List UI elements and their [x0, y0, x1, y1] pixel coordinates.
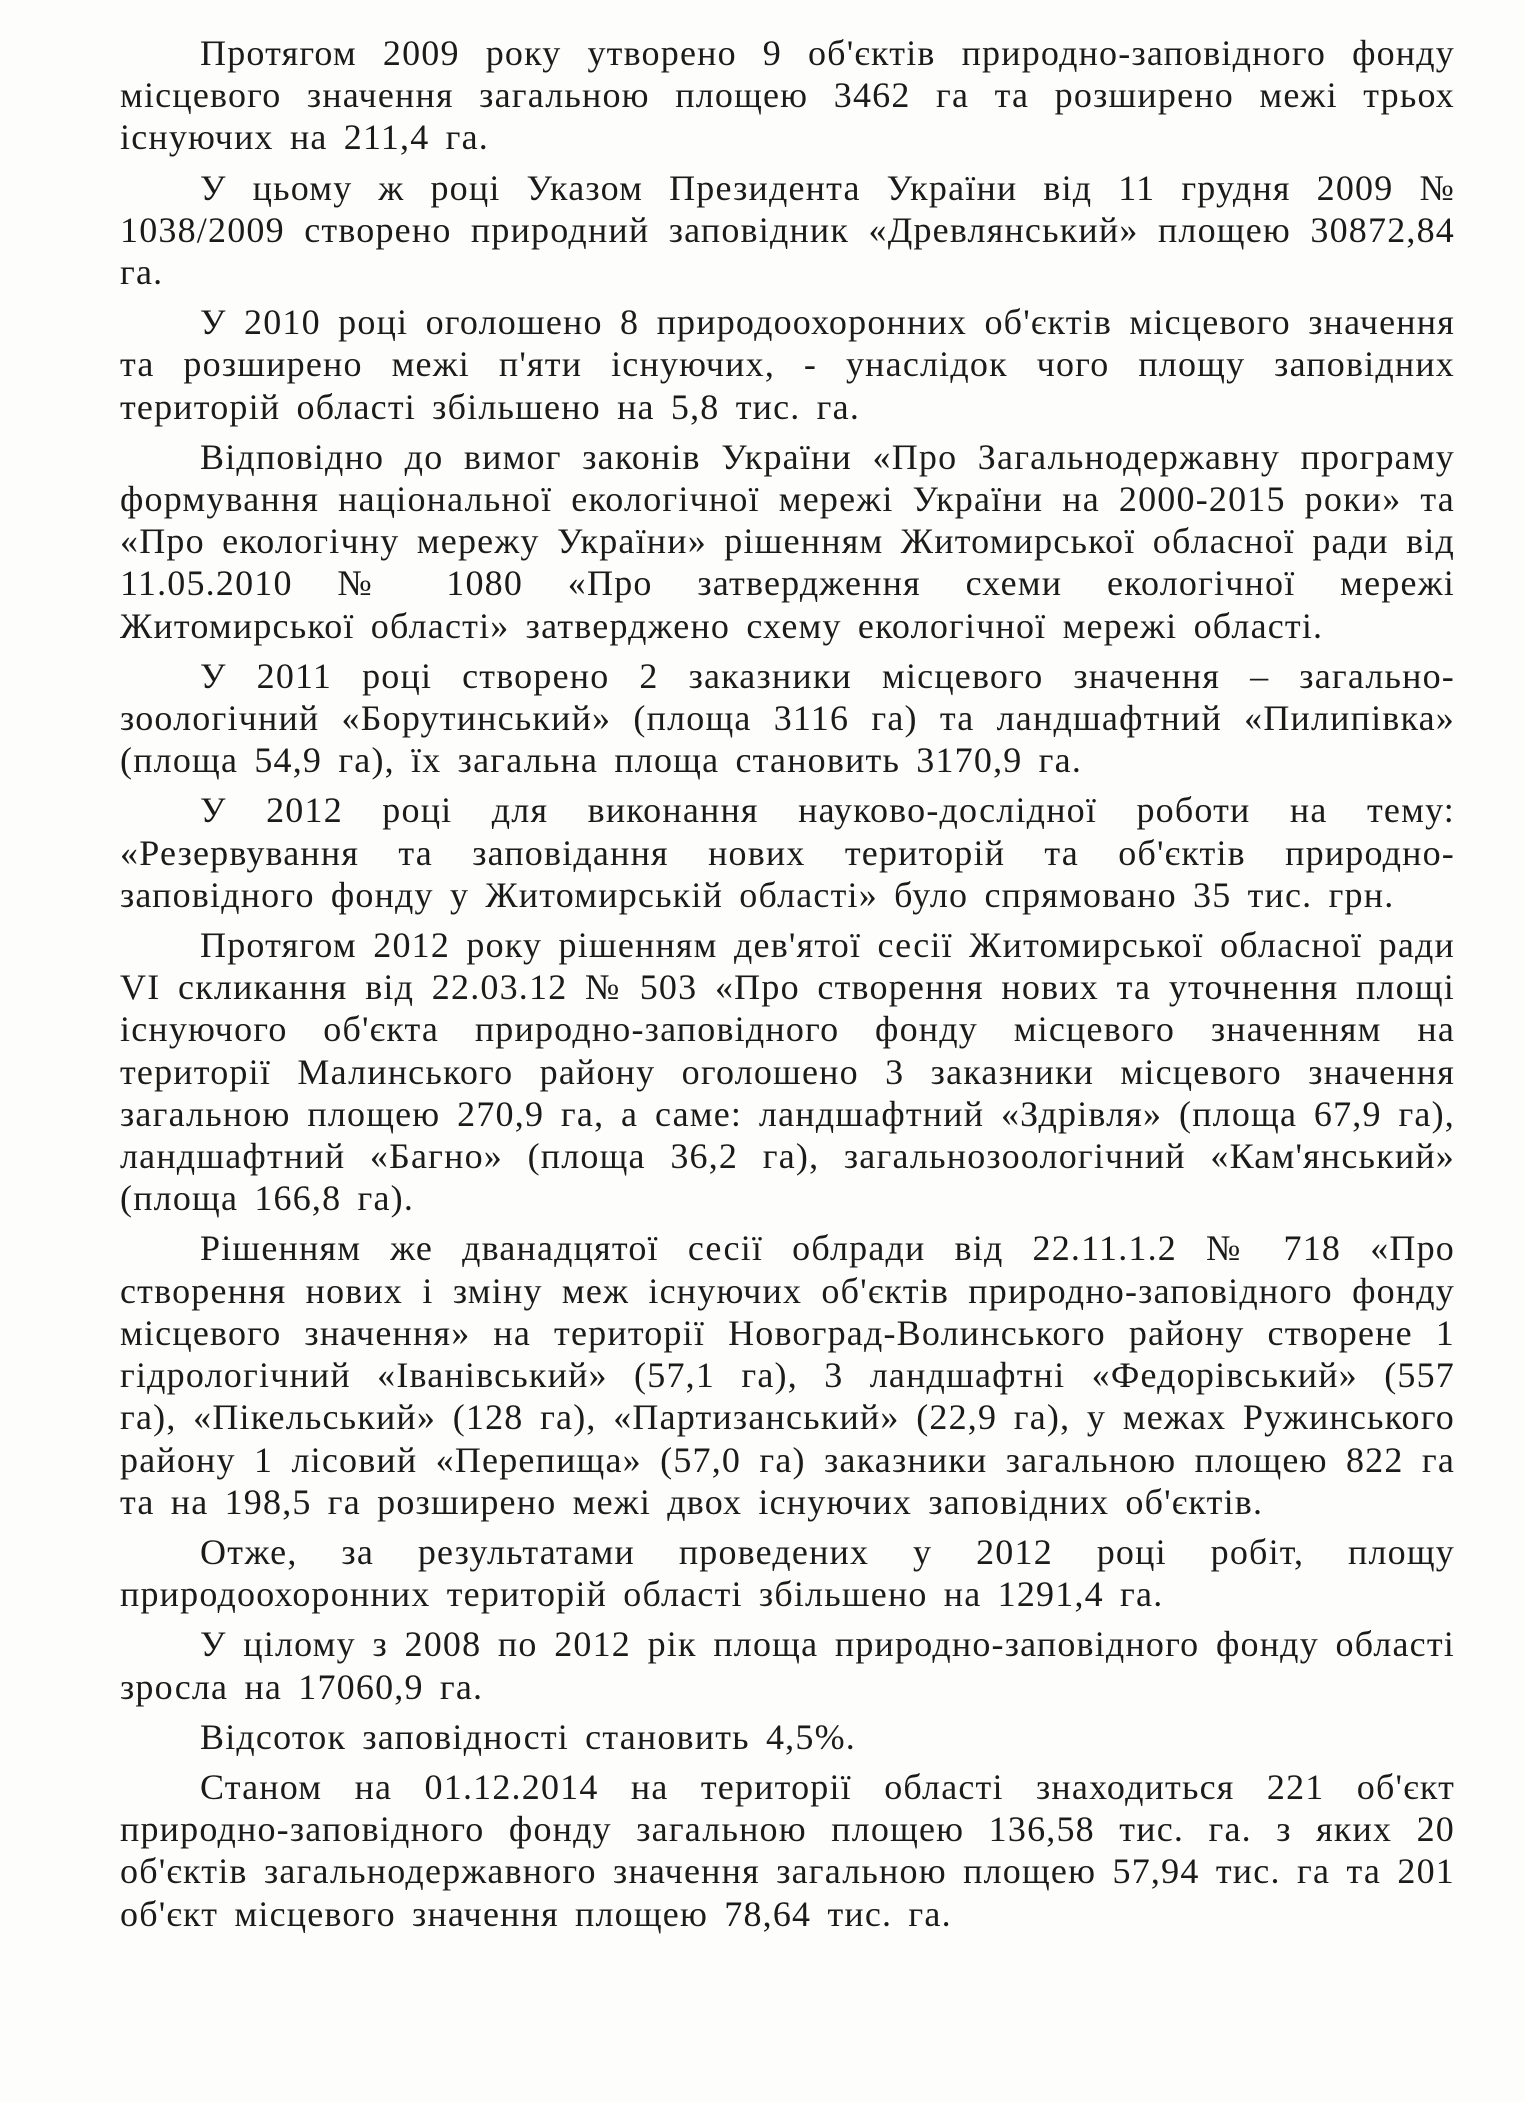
paragraph-2009-objects: Протягом 2009 року утворено 9 об'єктів природно-заповідного фонду місцевого значення загальною площею 3462 га та розширено межі трьох існуючих на 211,4 га.: [120, 33, 1455, 158]
paragraph-twelfth-session: Рішенням же дванадцятої сесії облради від 22.11.1.2 № 718 «Про створення нових і зміну меж існуючих об'єктів природно-заповідного фонду місцевого значення» на території Новоград-Волинського району створене 1 гідрологічний «Іванівський» (57,1 га), 3 ландшафтні «Федорівський» (557 га), «Пікельський» (128 га), «Партизанський» (22,9 га), у межах Ружинського району 1 лісовий «Перепища» (57,0 га) заказники загальною площею 822 га та на 198,5 га розширено межі двох існуючих заповідних об'єктів.: [120, 1228, 1455, 1522]
paragraph-2011-reserves: У 2011 році створено 2 заказники місцевого значення – загально-зоологічний «Борутинський» (площа 3116 га) та ландшафтний «Пилипівка» (площа 54,9 га), їх загальна площа становить 3170,9 га.: [120, 655, 1455, 781]
paragraph-2010-objects: У 2010 році оголошено 8 природоохоронних об'єктів місцевого значення та розширено межі п'яти існуючих, - унаслідок чого площу заповідних територій області збільшено на 5,8 тис. га.: [120, 302, 1455, 427]
paragraph-2012-research: У 2012 році для виконання науково-дослідної роботи на тему: «Резервування та заповідання нових територій та об'єктів природно-заповідного фонду у Житомирській області» було спрямовано 35 тис. грн.: [120, 790, 1455, 915]
paragraph-2012-ninth-session: Протягом 2012 року рішенням дев'ятої сесії Житомирської обласної ради VI скликання від 22.03.12 № 503 «Про створення нових та уточнення площі існуючого об'єкта природно-заповідного фонду місцевого значенням на території Малинського району оголошено 3 заказники місцевого значення загальною площею 270,9 га, а саме: ландшафтний «Здрівля» (площа 67,9 га), ландшафтний «Багно» (площа 36,2 га), загальнозоологічний «Кам'янський» (площа 166,8 га).: [120, 925, 1455, 1219]
paragraph-reserve-percentage: Відсоток заповідності становить 4,5%.: [200, 1716, 856, 1757]
paragraph-2012-results: Отже, за результатами проведених у 2012 році робіт, площу природоохоронних територій області збільшено на 1291,4 га.: [120, 1531, 1455, 1615]
paragraph-status-2014: Станом на 01.12.2014 на території області знаходиться 221 об'єкт природно-заповідного фонду загальною площею 136,58 тис. га. з яких 20 об'єктів загальнодержавного значення загальною площею 57,94 тис. га та 201 об'єкт місцевого значення площею 78,64 тис. га.: [120, 1766, 1455, 1934]
paragraph-2008-2012-growth: У цілому з 2008 по 2012 рік площа природно-заповідного фонду області зросла на 17060,9 га.: [120, 1624, 1455, 1707]
paragraph-presidential-decree: У цьому ж році Указом Президента України від 11 грудня 2009 № 1038/2009 створено природний заповідник «Древлянський» площею 30872,84 га.: [120, 167, 1455, 293]
paragraph-ecological-network: Відповідно до вимог законів України «Про Загальнодержавну програму формування національної екологічної мережі України на 2000-2015 роки» та «Про екологічну мережу України» рішенням Житомирської обласної ради від 11.05.2010 № 1080 «Про затвердження схеми екологічної мережі Житомирської області» затверджено схему екологічної мережі області.: [120, 436, 1455, 646]
